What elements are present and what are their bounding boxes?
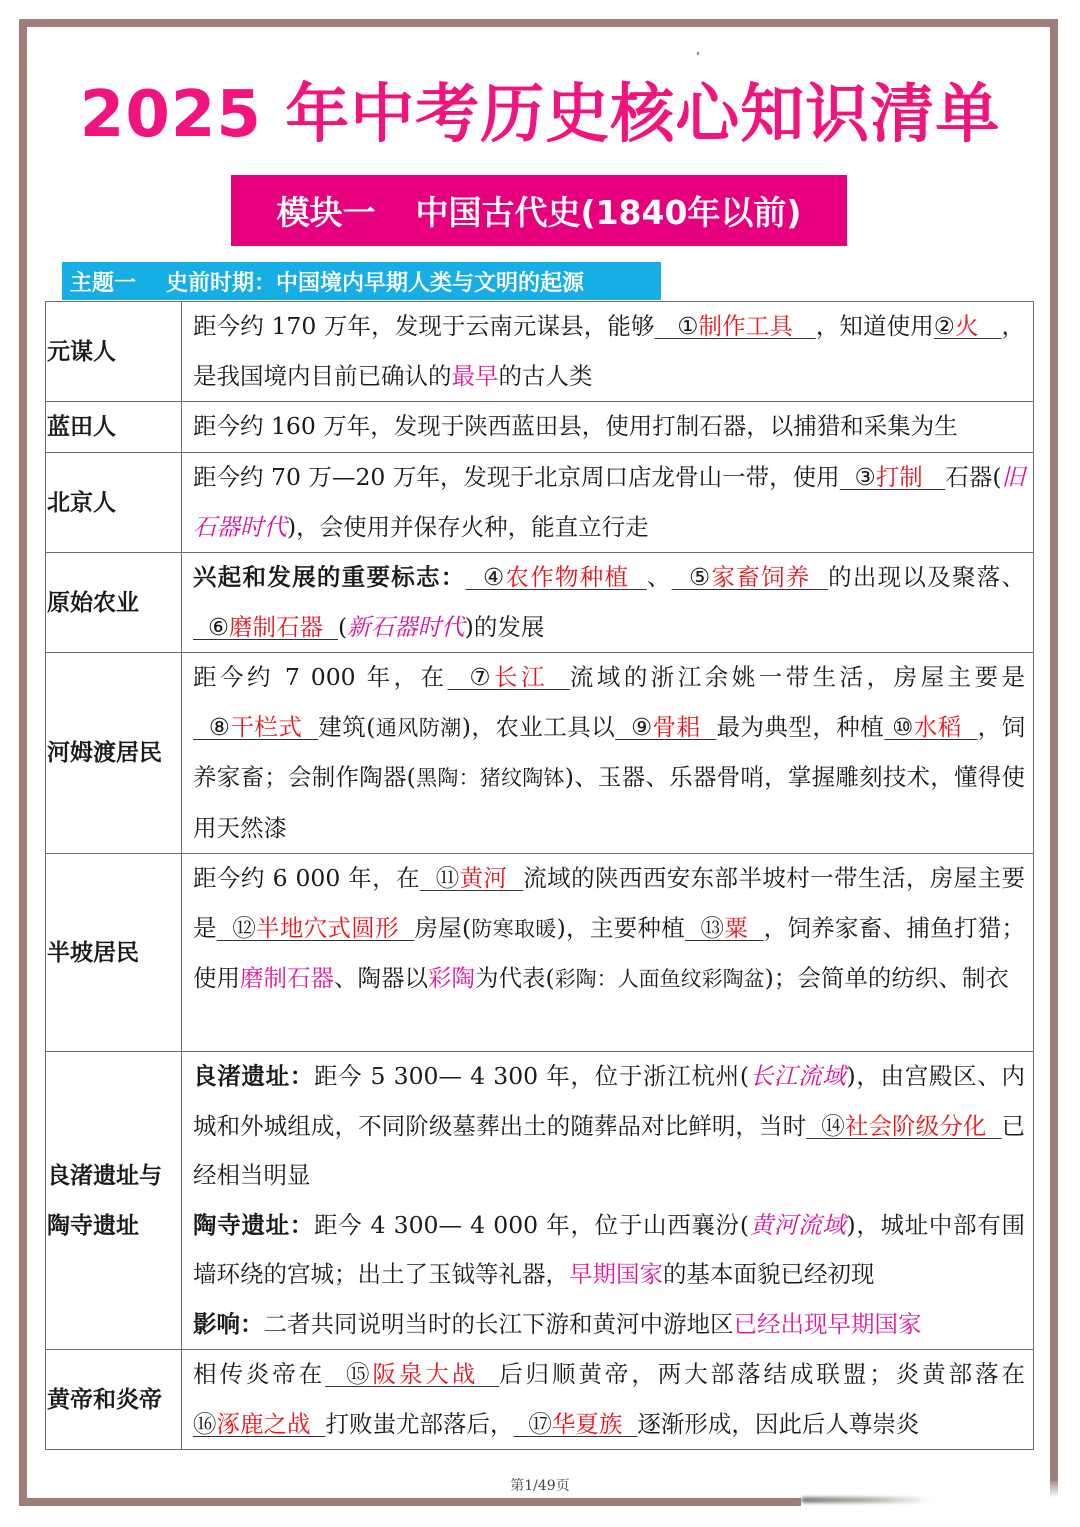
bold-lead: 良渚遗址： <box>193 1062 314 1090</box>
blank-answer: 半地穴式圆形 <box>256 913 399 942</box>
text-segment: 的古人类 <box>498 361 593 390</box>
blank-number: ⑨ <box>631 712 653 741</box>
text-segment: 建筑( <box>318 712 376 741</box>
fill-blank <box>217 914 415 942</box>
fill-blank <box>420 864 523 892</box>
text-segment: 为代表( <box>475 964 555 992</box>
page-frame-right <box>1050 19 1058 1481</box>
page-title: 2025 年中考历史核心知识清单 <box>79 78 1001 152</box>
text-segment: 、陶器以 <box>334 964 428 992</box>
bold-lead: 兴起和发展的重要标志： <box>193 563 466 591</box>
annotation-note: 防寒取暖 <box>471 916 557 941</box>
text-segment: 房屋( <box>414 913 472 942</box>
blank-answer: 干栏式 <box>230 712 303 741</box>
blank-number: ② <box>933 312 956 340</box>
fill-blank <box>806 1112 1001 1140</box>
text-segment: 的基本面貌已经初现 <box>663 1260 875 1288</box>
blank-number: ⑮ <box>346 1360 373 1388</box>
blank-number: ③ <box>854 463 876 491</box>
bold-lead: 陶寺遗址： <box>193 1210 314 1239</box>
blank-number: ⑫ <box>232 913 257 942</box>
highlight-term: 最早 <box>451 361 499 390</box>
page-frame-left <box>19 19 27 1506</box>
text-segment: )、玉器、乐器骨哨，掌握雕刻技术，懂得使用天然漆 <box>193 763 1026 842</box>
blank-answer: 社会阶级分化 <box>844 1111 987 1140</box>
module-name: 中国古代史(1840年以前) <box>415 193 802 232</box>
blank-answer: 农作物种植 <box>505 563 630 591</box>
row-label-line: 黄帝和炎帝 <box>47 1386 162 1413</box>
watermark-smudge <box>801 1497 931 1503</box>
row-content <box>182 1350 1034 1450</box>
row-label-line: 元谋人 <box>47 338 116 365</box>
text-segment: )，城址中部有围墙环绕的宫城；出土了玉钺等礼器， <box>193 1210 1025 1288</box>
row-label-line: 良渚遗址与 <box>47 1162 162 1189</box>
table-row <box>46 1052 1034 1350</box>
blank-answer: 华夏族 <box>551 1409 623 1438</box>
text-segment: )的发展 <box>464 612 545 641</box>
highlight-note: 长江流域 <box>749 1062 847 1090</box>
module-prefix: 模块一 <box>276 193 376 232</box>
blank-number: ⑯ <box>193 1409 217 1438</box>
row-label-line: 半坡居民 <box>47 939 139 966</box>
highlight-term: 彩陶 <box>428 964 475 992</box>
text-segment: 石器( <box>945 463 1002 491</box>
table-row <box>46 653 1034 854</box>
blank-number: ⑥ <box>207 612 230 641</box>
blank-answer: 涿鹿之战 <box>216 1409 311 1438</box>
blank-answer: 家畜饲养 <box>711 563 811 591</box>
row-label-line: 河姆渡居民 <box>47 740 162 766</box>
blank-number: ⑩ <box>892 712 914 741</box>
blank-number: ① <box>677 312 699 340</box>
text-segment: 、 <box>646 563 672 591</box>
text-segment: )，由宫殿区、内城和外城组成，不同阶级墓葬出土的随葬品对比鲜明，当时 <box>193 1062 1025 1140</box>
page-number: 第1/49页 <box>510 1478 570 1494</box>
text-segment: 的出现以及聚落、 <box>828 563 1026 591</box>
text-segment: 距今约 70 万—20 万年，发现于北京周口店龙骨山一带，使用 <box>193 463 840 491</box>
text-segment: 距今约 7 000 年，在 <box>193 663 448 691</box>
text-segment: 流域的陕西西安东部半坡村一带生活，房屋主要是 <box>193 864 1026 942</box>
row-label-line: 蓝田人 <box>47 414 116 440</box>
highlight-note: 黄河流域 <box>749 1210 847 1239</box>
topic-bar <box>62 262 661 300</box>
text-segment: 距今 5 300— 4 300 年，位于浙江杭州( <box>313 1062 749 1090</box>
text-segment: 距今约 6 000 年，在 <box>193 864 420 892</box>
table-row <box>46 453 1034 553</box>
row-label <box>46 553 182 653</box>
text-segment: ，是我国境内目前已确认的 <box>193 312 1026 390</box>
row-label-line: 原始农业 <box>47 589 139 616</box>
blank-number: ⑦ <box>469 663 494 691</box>
annotation-note: 彩陶：人面鱼纹彩陶盆 <box>554 967 765 991</box>
blank-answer: 长江 <box>493 663 548 691</box>
text-segment: ，饲养家畜；会制作陶器( <box>193 712 1026 791</box>
topic-name: 史前时期：中国境内早期人类与文明的起源 <box>166 270 585 296</box>
blank-number: ⑧ <box>208 712 231 741</box>
highlight-note: 新石器时代 <box>347 612 465 641</box>
fill-blank <box>193 613 338 641</box>
blank-number: ⑰ <box>528 1409 552 1438</box>
annotation-note: 通风防潮 <box>375 715 462 740</box>
row-content <box>182 653 1034 854</box>
text-segment: 逐渐形成，因此后人尊崇炎 <box>637 1409 920 1438</box>
page-frame-bottom <box>19 1498 801 1506</box>
blank-answer: 水稻 <box>913 712 962 741</box>
highlight-term: 已经出现早期国家 <box>733 1309 922 1338</box>
row-content <box>182 854 1034 1052</box>
table-row <box>46 302 1034 402</box>
row-content <box>182 453 1034 553</box>
row-content <box>182 302 1034 402</box>
text-segment: ( <box>337 612 348 641</box>
fill-blank <box>615 713 716 741</box>
text-segment: 流域的浙江余姚一带生活，房屋主要是 <box>569 663 1026 691</box>
highlight-term: 磨制石器 <box>240 964 334 992</box>
blank-number: ⑤ <box>689 563 712 591</box>
table-row <box>46 402 1034 453</box>
knowledge-table <box>45 301 1034 1450</box>
blank-answer: 火 <box>955 312 979 340</box>
blank-number: ④ <box>483 563 506 591</box>
blank-answer: 磨制石器 <box>229 612 324 641</box>
blank-answer: 制作工具 <box>698 312 794 340</box>
text-segment: )，会使用并保存火种，能直立行走 <box>287 512 649 541</box>
row-label <box>46 854 182 1052</box>
row-label <box>46 1052 182 1350</box>
blank-answer: 粟 <box>724 913 749 942</box>
fill-blank <box>672 563 828 591</box>
text-segment: ，知道使用 <box>815 312 934 340</box>
highlight-note: 旧石器时代 <box>193 463 1026 541</box>
row-label <box>46 302 182 402</box>
fill-blank <box>513 1410 637 1438</box>
text-segment: 二者共同说明当时的长江下游和黄河中游地区 <box>263 1309 734 1338</box>
text-segment: 相传炎帝在 <box>193 1360 326 1388</box>
fill-blank <box>193 1410 325 1438</box>
table-row <box>46 1350 1034 1450</box>
row-label-line: 北京人 <box>47 489 116 516</box>
row-content <box>182 553 1034 653</box>
table-row <box>46 553 1034 653</box>
blank-answer: 黄河 <box>459 864 508 892</box>
text-segment: 最为典型，种植 <box>716 712 885 741</box>
blank-number: ⑪ <box>435 864 460 892</box>
fill-blank <box>884 713 977 741</box>
blank-answer: 阪泉大战 <box>372 1360 479 1388</box>
annotation-note: 黑陶：猪纹陶钵 <box>415 766 565 790</box>
topic-prefix: 主题一 <box>70 270 137 296</box>
speck <box>697 52 699 55</box>
fill-blank <box>448 663 570 691</box>
page-frame-top <box>19 19 1058 27</box>
fill-blank <box>840 463 946 491</box>
fill-blank <box>193 713 318 741</box>
fill-blank <box>685 914 764 942</box>
blank-answer: 骨耜 <box>652 712 701 741</box>
text-segment: 距今 4 300— 4 000 年，位于山西襄汾( <box>313 1210 749 1239</box>
fill-blank <box>325 1360 499 1388</box>
table-row <box>46 854 1034 1052</box>
text-segment: 打败蚩尤部落后， <box>325 1409 514 1438</box>
text-segment: )，农业工具以 <box>461 712 616 741</box>
text-segment: 后归顺黄帝，两大部落结成联盟；炎黄部落在 <box>499 1360 1026 1388</box>
row-label-line: 陶寺遗址 <box>47 1212 139 1239</box>
row-label <box>46 453 182 553</box>
text-segment: 已经相当明显 <box>193 1111 1026 1189</box>
fill-blank <box>466 563 647 591</box>
row-content <box>182 402 1034 453</box>
text-segment: )；会简单的纺织、制衣 <box>764 964 1009 992</box>
text-segment: ，饲养家畜、捕鱼打猎；使用 <box>193 913 1026 992</box>
row-label <box>46 402 182 453</box>
text-segment: 距今约 160 万年，发现于陕西蓝田县，使用打制石器，以捕猎和采集为生 <box>193 412 958 440</box>
bold-lead: 影响： <box>193 1309 264 1338</box>
fill-blank <box>934 312 1002 340</box>
blank-number: ⑬ <box>700 913 725 942</box>
text-segment: 距今约 170 万年，发现于云南元谋县，能够 <box>193 312 655 340</box>
row-content <box>182 1052 1034 1350</box>
blank-answer: 打制 <box>875 463 923 491</box>
fill-blank <box>655 312 816 340</box>
row-label <box>46 1350 182 1450</box>
blank-number: ⑭ <box>821 1111 845 1140</box>
row-label <box>46 653 182 854</box>
highlight-term: 早期国家 <box>569 1260 663 1288</box>
module-banner <box>231 175 847 246</box>
text-segment: )，主要种植 <box>556 913 685 942</box>
